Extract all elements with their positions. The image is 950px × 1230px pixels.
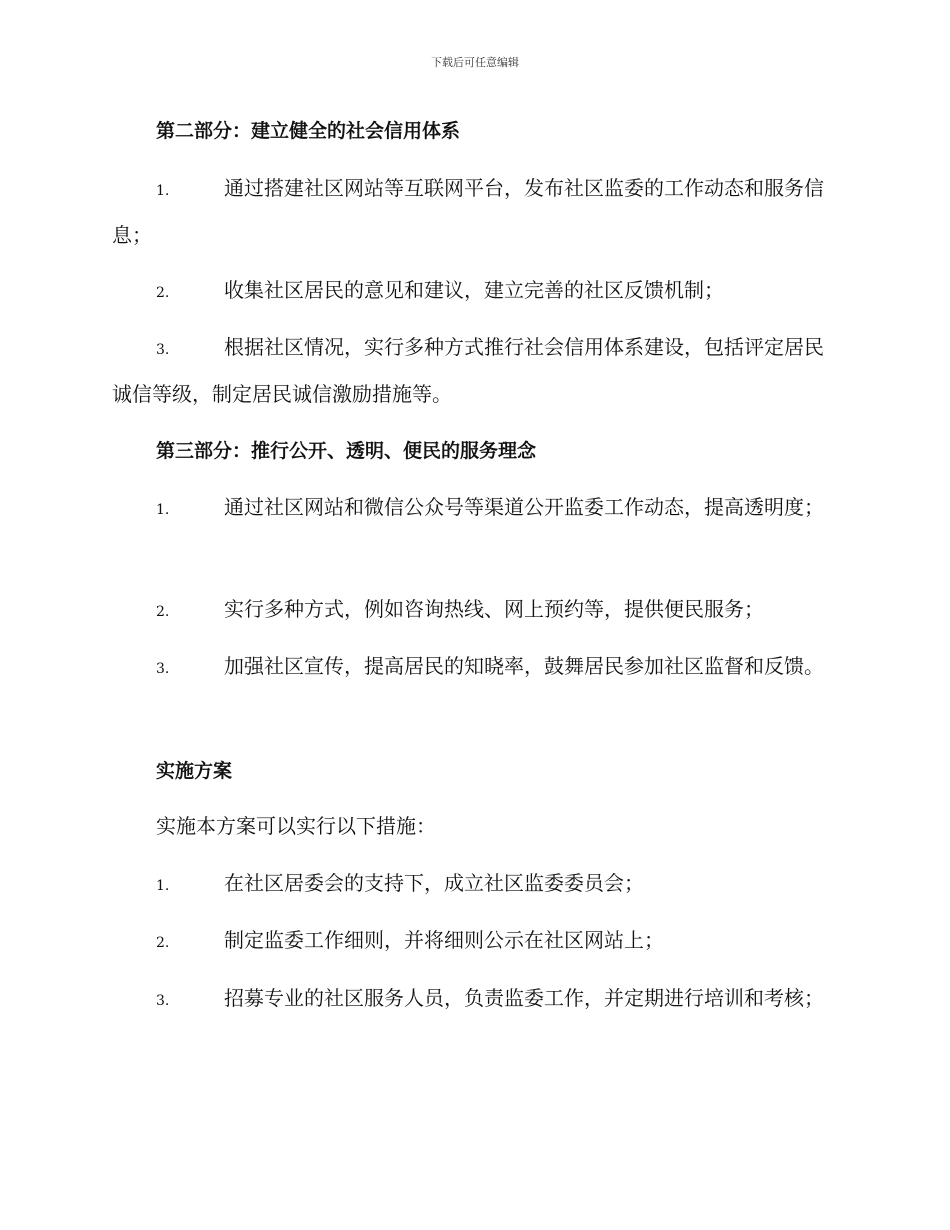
item-number: 1. bbox=[156, 878, 170, 894]
item-text: 加强社区宣传，提高居民的知晓率，鼓舞居民参加社区监督和反馈。 bbox=[224, 654, 824, 678]
item-number: 3. bbox=[156, 342, 170, 358]
item-number: 2. bbox=[156, 285, 170, 301]
section3-item-1 bbox=[112, 485, 834, 532]
item-number: 3. bbox=[156, 993, 170, 1009]
item-text: 制定监委工作细则，并将细则公示在社区网站上； bbox=[224, 928, 664, 952]
item-number: 2. bbox=[156, 604, 170, 620]
item-number: 2. bbox=[156, 935, 170, 951]
item-text: 招募专业的社区服务人员，负责监委工作，并定期进行培训和考核； bbox=[224, 986, 824, 1010]
section2-item-3 bbox=[112, 325, 834, 416]
item-text: 实行多种方式，例如咨询热线、网上预约等，提供便民服务； bbox=[224, 597, 764, 621]
implementation-item-1 bbox=[112, 861, 834, 908]
implementation-item-2 bbox=[112, 918, 834, 965]
item-number: 1. bbox=[156, 502, 170, 518]
item-number: 1. bbox=[156, 183, 170, 199]
section3-item-2 bbox=[112, 587, 834, 634]
item-text: 根据社区情况，实行多种方式推行社会信用体系建设，包括评定居民诚信等级，制定居民诚信激励措施等。 bbox=[112, 335, 824, 406]
item-text: 收集社区居民的意见和建议，建立完善的社区反馈机制； bbox=[224, 278, 724, 302]
implementation-title: 实施方案 bbox=[156, 760, 233, 782]
section3-item-3 bbox=[112, 644, 834, 691]
page-header: 下载后可任意编辑 bbox=[431, 56, 519, 69]
item-text: 在社区居委会的支持下，成立社区监委委员会； bbox=[224, 871, 644, 895]
implementation-item-3 bbox=[112, 976, 834, 1023]
item-text: 通过社区网站和微信公众号等渠道公开监委工作动态，提高透明度； bbox=[224, 495, 824, 519]
item-number: 3. bbox=[156, 661, 170, 677]
item-text: 通过搭建社区网站等互联网平台，发布社区监委的工作动态和服务信息； bbox=[112, 176, 824, 247]
implementation-intro bbox=[112, 804, 834, 848]
section2-item-1 bbox=[112, 166, 834, 257]
section2-item-2 bbox=[112, 268, 834, 315]
intro-text: 实施本方案可以实行以下措施： bbox=[156, 814, 436, 838]
section2-title: 第二部分：建立健全的社会信用体系 bbox=[156, 120, 461, 142]
section3-title: 第三部分：推行公开、透明、便民的服务理念 bbox=[156, 440, 537, 462]
